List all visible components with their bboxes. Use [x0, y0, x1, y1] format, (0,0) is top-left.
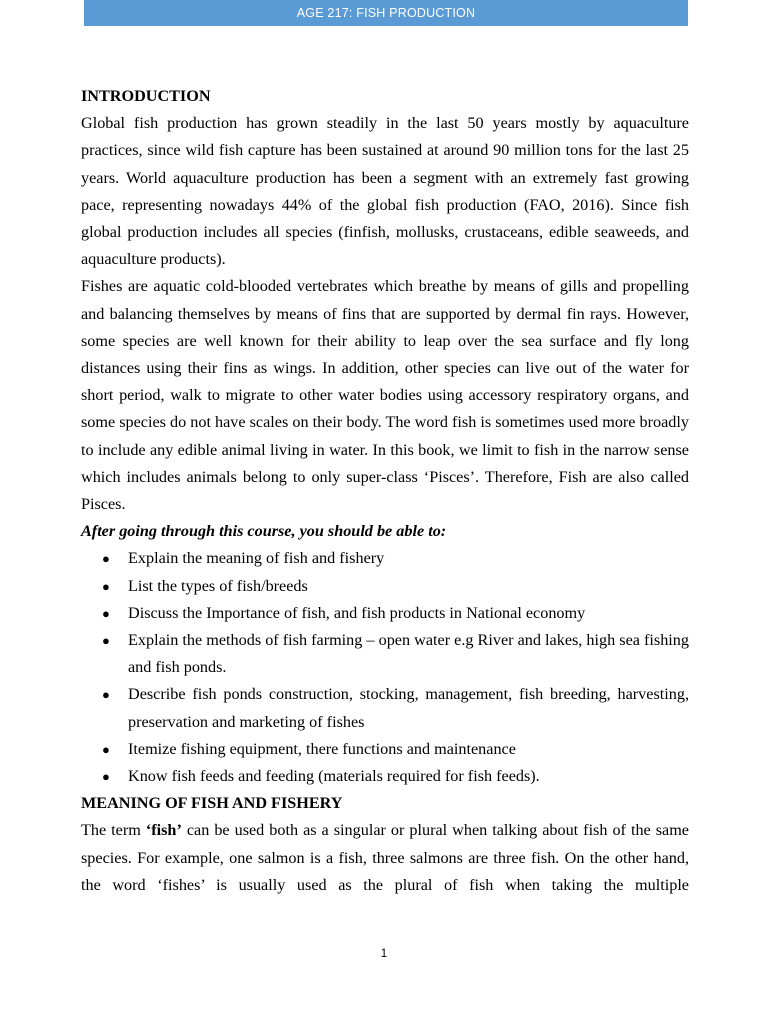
bullet-icon: ● — [102, 687, 110, 703]
objective-item — [81, 627, 689, 681]
fish-term: ‘fish’ — [145, 821, 182, 840]
running-header — [84, 0, 688, 26]
bullet-icon: ● — [102, 633, 110, 649]
bullet-icon: ● — [102, 578, 110, 594]
meaning-paragraph — [81, 817, 689, 899]
objective-item — [81, 763, 689, 790]
introduction-heading: INTRODUCTION — [81, 87, 211, 105]
objective-item — [81, 600, 689, 627]
page-body — [81, 83, 689, 899]
page-number: 1 — [380, 948, 388, 960]
objective-text: Describe fish ponds construction, stocking, management, fish breeding, harvesting, preservation and marketing of fishes — [128, 685, 689, 731]
intro-paragraph-1: Global fish production has grown steadily in the last 50 years mostly by aquaculture practices, since wild fish capture has been sustained at around 90 million tons for the last 25 years. World aquaculture production has been a segment with an extremely fast growing pace, representing nowadays 44% of the global fish production (FAO, 2016). Since fish global production includes all species (finfish, mollusks, crustaceans, edible seaweeds, and aquaculture products). — [81, 114, 689, 269]
objective-item — [81, 573, 689, 600]
intro-paragraph-2: Fishes are aquatic cold-blooded vertebrates which breathe by means of gills and propelling and balancing themselves by means of fins that are supported by dermal fin rays. However, some species are well known for their ability to leap over the sea surface and fly long distances using their fins as wings. In addition, other species can live out of the water for short period, walk to migrate to other water bodies using accessory respiratory organs, and some species do not have scales on their body. The word fish is sometimes used more broadly to include any edible animal living in water. In this book, we limit to fish in the narrow sense which includes animals belong to only super-class ‘Pisces’. Therefore, Fish are also called Pisces. — [81, 277, 689, 514]
objective-text: Explain the meaning of fish and fishery — [128, 549, 385, 568]
bullet-icon: ● — [102, 769, 110, 785]
meaning-heading: MEANING OF FISH AND FISHERY — [81, 794, 343, 813]
objective-text: Explain the methods of fish farming – open water e.g River and lakes, high sea fishing and fish ponds. — [128, 631, 689, 677]
meaning-text-start: The term — [81, 821, 146, 840]
objectives-lead: After going through this course, you should be able to: — [81, 522, 447, 541]
header-title: AGE 217: FISH PRODUCTION — [296, 6, 476, 20]
objective-text: List the types of fish/breeds — [128, 576, 308, 595]
objective-text: Discuss the Importance of fish, and fish products in National economy — [128, 603, 586, 622]
objective-item — [81, 545, 689, 572]
meaning-text-rest: can be used both as a singular or plural when talking about fish of the same species. For example, one salmon is a fish, three salmons are three fish. On the other hand, the word ‘fishes’ is usually used as the plural of fish when taking the multiple — [81, 821, 689, 894]
objective-item — [81, 736, 689, 763]
objective-text: Know fish feeds and feeding (materials required for fish feeds). — [128, 767, 540, 786]
bullet-icon: ● — [102, 551, 110, 567]
bullet-icon: ● — [102, 741, 110, 757]
objective-text: Itemize fishing equipment, there functions and maintenance — [128, 739, 516, 758]
objectives-list — [81, 545, 689, 790]
objective-item — [81, 681, 689, 735]
bullet-icon: ● — [102, 605, 110, 621]
